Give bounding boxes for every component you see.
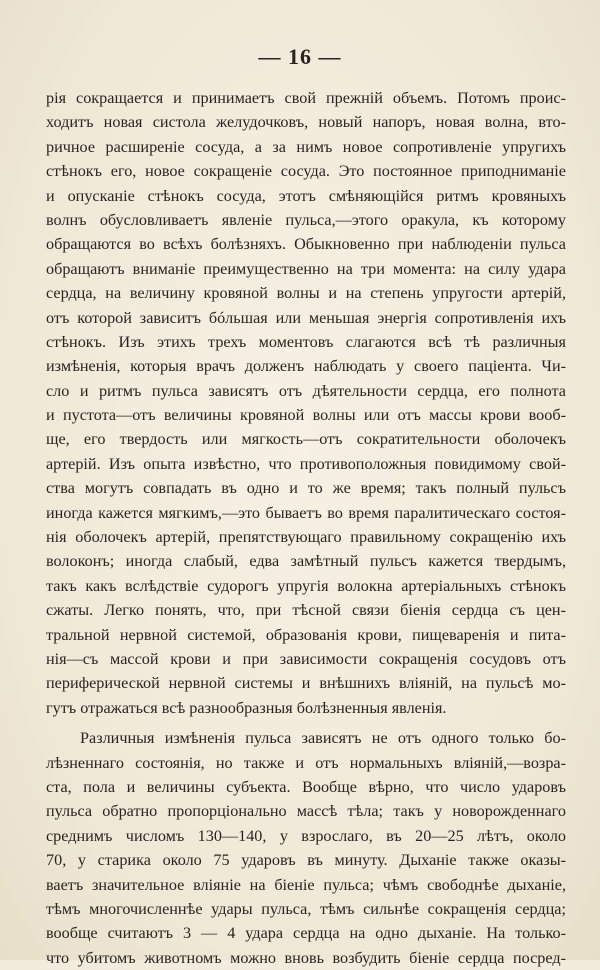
text-line: ства могутъ совпадать въ одно и то же время; такъ полный пульсъ <box>46 479 566 498</box>
text-line: 70, у старика около 75 ударовъ въ минуту. Дыханіе также оказы- <box>46 851 566 870</box>
text-line: ще, его твердость или мягкость—отъ сократительности оболочекъ <box>46 430 566 449</box>
text-line: что убитомъ животномъ можно вновь возбудить біеніе сердца посред- <box>46 948 566 967</box>
text-line: иногда кажется мягкимъ,—это бываетъ во время паралитическаго состоя- <box>46 503 566 522</box>
text-line: рія сокращается и принимаетъ свой прежній объемъ. Потомъ проис- <box>46 89 566 107</box>
text-line: среднимъ числомъ 130—140, у взрослаго, въ 20—25 лѣтъ, около <box>46 826 566 845</box>
text-line: волнъ обусловливаетъ явленіе пульса,—этого оракула, къ которому <box>46 210 566 229</box>
text-line: стѣнокъ его, новое сокращеніе сосуда. Это постоянное приподниманіе <box>46 162 566 181</box>
text-line: пульса обратно пропорціонально массѣ тѣла; такъ у новорожденнаго <box>46 802 566 821</box>
text-line: периферической нервной системы и внѣшнихъ вліяній, на пульсѣ мо- <box>46 674 566 693</box>
text-line: Различныя измѣненія пульса зависятъ не отъ одного только бо- <box>80 729 566 748</box>
text-line: такъ какъ вслѣдствіе судорогъ упругія волокна артеріальныхъ стѣнокъ <box>46 576 566 595</box>
text-line: измѣненія, которыя врачъ долженъ наблюдать у своего паціента. Чи- <box>46 357 566 376</box>
text-line: вообще считаютъ 3 — 4 удара сердца на одно дыханіе. На только- <box>46 924 566 943</box>
text-line: и пустота—отъ величины кровяной волны или отъ массы крови вооб- <box>46 406 566 425</box>
text-line: сло и ритмъ пульса зависятъ отъ дѣятельности сердца, его полнота <box>46 381 566 400</box>
text-line: сжаты. Легко понять, что, при тѣсной связи біенія сердца съ цен- <box>46 601 566 620</box>
page-number: — 16 — <box>258 44 342 69</box>
text-line: обращаютъ вниманіе преимущественно на три момента: на силу удара <box>46 259 566 278</box>
text-line: волоконъ; иногда слабый, едва замѣтный пульсъ кажется твердымъ, <box>46 552 566 571</box>
paragraph-1 <box>46 86 566 720</box>
text-line: ходитъ новая систола желудочковъ, новый напоръ, новая волна, вто- <box>46 113 566 132</box>
paragraph-2 <box>46 726 566 970</box>
text-line: ста, пола и величины субъекта. Вообще вѣрно, что число ударовъ <box>46 777 566 796</box>
text-line: ричное расширеніе сосуда, а за нимъ новое сопротивленіе упругихъ <box>46 137 566 156</box>
text-line: нія—съ массой крови и при зависимости сокращенія сосудовъ отъ <box>46 649 566 668</box>
text-line: тѣмъ многочисленнѣе удары пульса, тѣмъ сильнѣе сокращенія сердца; <box>46 899 566 918</box>
text-line: тральной нервной системой, образованія крови, пищеваренія и пита- <box>46 625 566 644</box>
text-line: гутъ отражаться всѣ разнообразныя болѣзненныя явленія. <box>46 698 447 717</box>
text-line: сердца, на величину кровяной волны и на степень упругости артерій, <box>46 284 566 303</box>
text-line: ваетъ значительное вліяніе на біеніе пульса; чѣмъ свободнѣе дыханіе, <box>46 875 566 894</box>
text-line: обращаются во всѣхъ болѣзняхъ. Обыкновенно при наблюденіи пульса <box>46 235 566 254</box>
text-line: артерій. Изъ опыта извѣстно, что противоположныя повидимому свой- <box>46 454 566 473</box>
body-text <box>46 86 566 970</box>
text-line: лѣзненнаго состоянія, но также и отъ нормальныхъ вліяній,—возра- <box>46 753 566 772</box>
text-line: нія оболочекъ артерій, препятствующаго правильному сокращенію ихъ <box>46 528 566 547</box>
text-line: и опусканіе стѣнокъ сосуда, этотъ смѣняющійся ритмъ кровяныхъ <box>46 186 566 205</box>
text-line: стѣнокъ. Изъ этихъ трехъ моментовъ слагаются всѣ тѣ различныя <box>46 332 566 351</box>
text-line: отъ которой зависитъ бóльшая или меньшая энергія сопротивленія ихъ <box>46 308 566 327</box>
